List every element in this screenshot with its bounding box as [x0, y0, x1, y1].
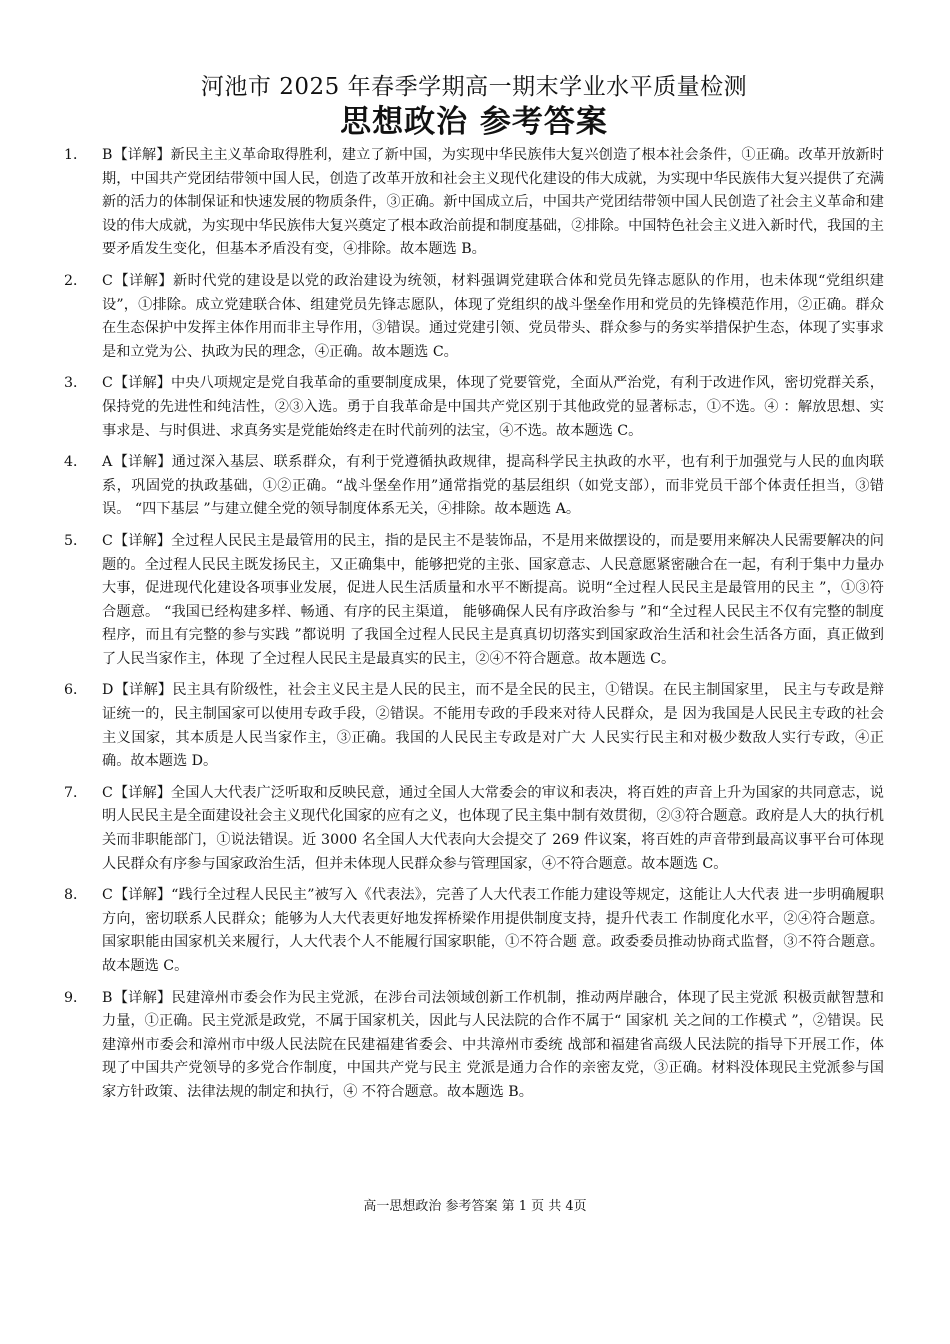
- answer-body: [102, 530, 884, 672]
- answer-item: [64, 144, 884, 262]
- answer-explanation: 【详解】新民主主义革命取得胜利，建立了新中国，为实现中华民族伟大复兴创造了根本社会条件，①正确。改革开放新时期，中国共产党团结带领中国人民，创造了改革开放和社会主义现代化建设的伟大成就，为实现中华民族伟大复兴提供了充满新的活力的体制保证和快速发展的物质条件，③正确。新中国成立后，中国共产党团结带领中国人民创造了社会主义革命和建设的伟大成就，为实现中华民族伟大复兴奠定了根本政治前提和制度基础，②排除。中国特色社会主义进入新时代，我国的主要矛盾发生变化，但基本矛盾没有变，④排除。故本题选 B。: [102, 147, 884, 258]
- answer-number: 4．: [64, 454, 88, 471]
- answer-letter: C: [102, 887, 113, 904]
- answer-letter: C: [102, 532, 113, 549]
- answer-letter: A: [102, 454, 113, 471]
- answer-item: [64, 372, 884, 443]
- answer-number: 9．: [64, 989, 88, 1006]
- answer-item: [64, 987, 884, 1105]
- exam-header: 河池市 2025 年春季学期高一期末学业水平质量检测: [200, 74, 748, 100]
- answer-item: [64, 270, 884, 364]
- answer-item: [64, 884, 884, 978]
- answer-item: [64, 451, 884, 522]
- answer-letter: C: [102, 784, 113, 801]
- answer-letter: D: [102, 682, 114, 699]
- answer-number: 1．: [64, 147, 88, 163]
- answer-item: [64, 679, 884, 773]
- answer-body: [102, 144, 884, 262]
- answer-body: [102, 987, 884, 1105]
- page-title: 思想政治 参考答案: [340, 104, 608, 140]
- answer-number: 8．: [64, 887, 88, 904]
- answer-letter: B: [102, 147, 113, 163]
- answer-letter: B: [102, 989, 113, 1006]
- answer-item: [64, 782, 884, 876]
- answer-body: [102, 884, 884, 978]
- answer-number: 5．: [64, 532, 88, 549]
- answer-explanation: 【详解】民建漳州市委会作为民主党派，在涉台司法领域创新工作机制，推动两岸融合，体现了民主党派 积极贡献智慧和力量，①正确。民主党派是政党，不属于国家机关，因此与人民法院的合作不属于“ 国家机 关之间的工作模式 ”，②错误。民建漳州市委会和漳州市中级人民法院在民建福建省委会、中共漳州市委统 战部和福建省高级人民法院的指导下开展工作，体现了中国共产党领导的多党合作制度，中国共产党与民主 党派是通力合作的亲密友党，③正确。材料没体现民主党派参与国家方针政策、法律法规的制定和执行，④ 不符合题意。故本题选 B。: [102, 989, 884, 1100]
- answer-explanation: 【详解】通过深入基层、联系群众，有利于党遵循执政规律，提高科学民主执政的水平，也有利于加强党与人民的血肉联系，巩固党的执政基础，①②正确。“战斗堡垒作用”通常指党的基层组织（如党支部），而非党员干部个体责任担当，③错误。 “四下基层 ”与建立健全党的领导制度体系无关，④排除。故本题选 A。: [102, 454, 884, 518]
- page-footer: 高一思想政治 参考答案 第 1 页 共 4页: [363, 1199, 587, 1214]
- answer-letter: C: [102, 375, 113, 392]
- answer-explanation: 【详解】全国人大代表广泛听取和反映民意，通过全国人大常委会的审议和表决，将百姓的声音上升为国家的共同意志，说明人民民主是全面建设社会主义现代化国家的应有之义，也体现了民主集中制有效贯彻，②③符合题意。政府是人大的执行机关而非职能部门，①说法错误。近 3000 名全国人大代表向大会提交了 269 件议案，将百姓的声音带到最高议事平台可体现人民群众有序参与国家政治生活，但并未体现人民群众参与管理国家，④不符合题意。故本题选 C。: [102, 784, 884, 872]
- answer-body: [102, 372, 884, 443]
- answer-explanation: 【详解】全过程人民民主是最管用的民主，指的是民主不是装饰品，不是用来做摆设的，而是要用来解决人民需要解决的问题的。全过程人民民主既发扬民主，又正确集中，能够把党的主张、国家意志、人民意愿紧密融合在一起，有利于集中力量办大事，促进现代化建设各项事业发展，促进人民生活质量和水平不断提高。说明“全过程人民民主是最管用的民主 ”，①③符合题意。 “我国已经构建多样、畅通、有序的民主渠道， 能够确保人民有序政治参与 ”和“全过程人民民主不仅有完整的制度程序，而且有完整的参与实践 ”都说明 了我国全过程人民民主是真真切切落实到国家政治生活和社会生活各方面，真正做到了人民当家作主，体现 了全过程人民民主是最真实的民主，②④不符合题意。故本题选 C。: [102, 532, 884, 667]
- answer-explanation: 【详解】中央八项规定是党自我革命的重要制度成果，体现了党要管党，全面从严治党，有利于改进作风，密切党群关系，保持党的先进性和纯洁性，②③入选。勇于自我革命是中国共产党区别于其他政党的显著标志，①不选。④ ：解放思想、实事求是、与时俱进、求真务实是党能始终走在时代前列的法宝，④不选。故本题选 C。: [102, 375, 884, 439]
- answer-number: 7．: [64, 784, 88, 801]
- answer-number: 3．: [64, 375, 88, 392]
- answer-body: [102, 679, 884, 773]
- answer-item: [64, 530, 884, 672]
- answer-body: [102, 451, 884, 522]
- answer-body: [102, 782, 884, 876]
- answer-explanation: 【详解】新时代党的建设是以党的政治建设为统领，材料强调党建联合体和党员先锋志愿队的作用，也未体现“党组织建设”，①排除。成立党建联合体、组建党员先锋志愿队，体现了党组织的战斗堡垒作用和党员的先锋模范作用，②正确。群众在生态保护中发挥主体作用而非主导作用，③错误。通过党建引领、党员带头、群众参与的务实举措保护生态，体现了实事求是和立党为公、执政为民的理念，④正确。故本题选 C。: [102, 272, 884, 360]
- answer-number: 6．: [64, 682, 88, 699]
- answer-list: [64, 144, 884, 1105]
- answer-explanation: 【详解】“践行全过程人民民主”被写入《代表法》，完善了人大代表工作能力建设等规定，这能让人大代表 进一步明确履职方向，密切联系人民群众；能够为人大代表更好地发挥桥梁作用提供制度支持，提升代表工 作制度化水平，②④符合题意。国家职能由国家机关来履行，人大代表个人不能履行国家职能，①不符合题 意。政委委员推动协商式监督，③不符合题意。故本题选 C。: [102, 887, 884, 974]
- answer-explanation: 【详解】民主具有阶级性，社会主义民主是人民的民主，而不是全民的民主，①错误。在民主制国家里， 民主与专政是辩证统一的，民主制国家可以使用专政手段，②错误。不能用专政的手段来对待人民群众，是 因为我国是人民民主专政的社会主义国家，其本质是人民当家作主，③正确。我国的人民民主专政是对广大 人民实行民主和对极少数敌人实行专政，④正确。故本题选 D。: [102, 682, 884, 770]
- answer-number: 2．: [64, 272, 88, 289]
- answer-body: [102, 270, 884, 364]
- answer-letter: C: [102, 272, 113, 289]
